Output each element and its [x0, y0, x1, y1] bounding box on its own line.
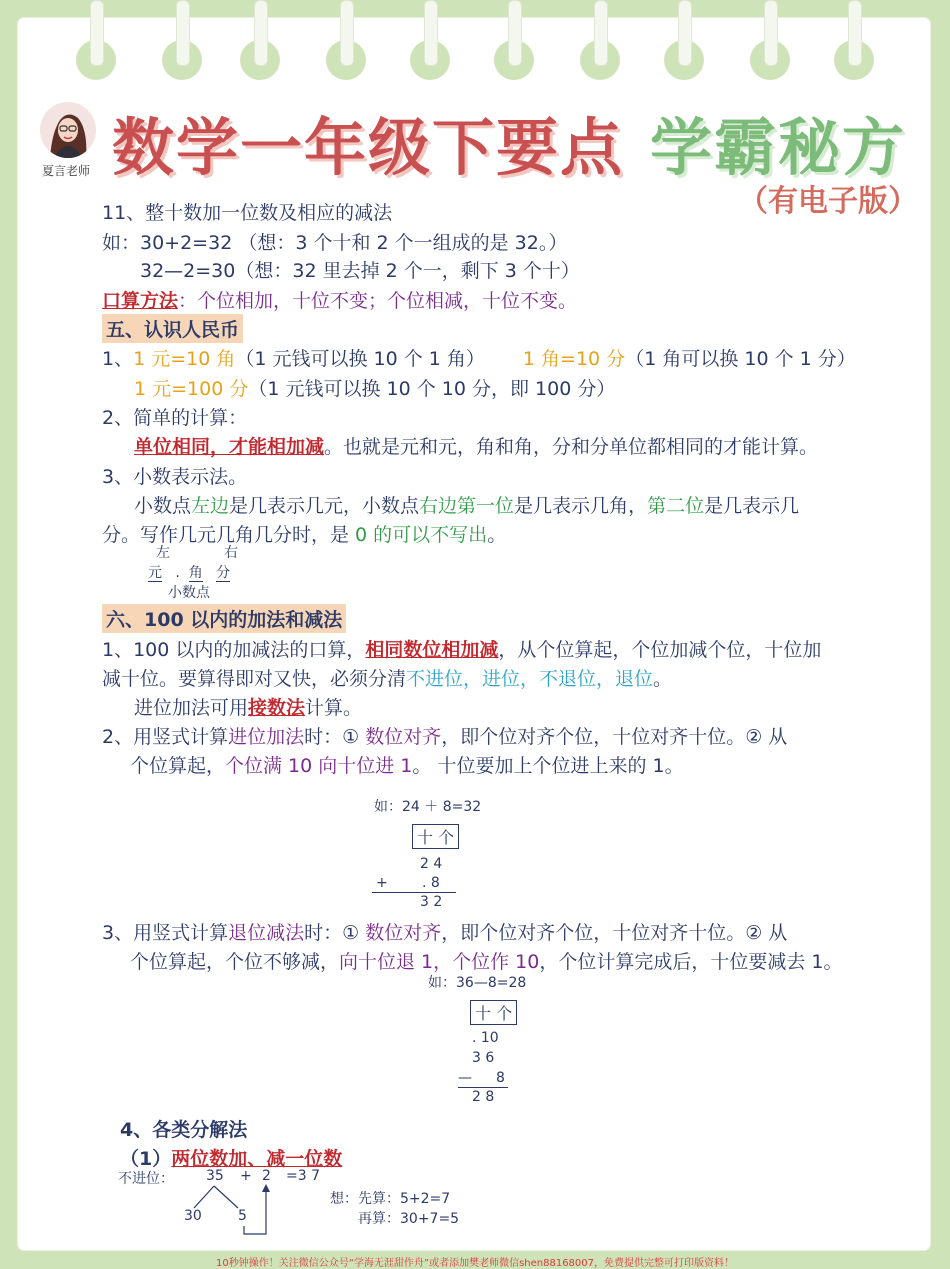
highlight: 向十位退 1，个位作 10: [339, 951, 540, 973]
text: ，即个位对齐个位，十位对齐十位。② 从: [441, 726, 788, 748]
s5-point-3: 3、小数表示法。: [102, 466, 248, 488]
method-text: ：个位相加，十位不变；个位相减，十位不变。: [178, 290, 578, 312]
text: 个位算起，: [130, 755, 226, 777]
highlight: 左边: [191, 495, 230, 517]
highlight: 数位对齐: [365, 922, 442, 944]
text: （1 角可以换 10 个 1 分）: [625, 348, 856, 370]
s11-example-2: 32—2=30（想：32 里去掉 2 个一，剩下 3 个十）: [140, 260, 580, 282]
s11-method: [102, 286, 577, 313]
text: 进位加法可用: [134, 697, 249, 719]
s5-point-1b: [134, 374, 615, 401]
expr-op: +: [240, 1168, 252, 1184]
s6-point-3b: [130, 947, 843, 974]
think-step-2: 再算：30+7=5: [358, 1211, 460, 1227]
point-number: 1、: [102, 348, 134, 370]
highlight: 数位对齐: [365, 726, 442, 748]
unit-dot: .: [175, 565, 180, 581]
avatar-illustration-icon: [40, 102, 96, 158]
s6-point-4: 4、各类分解法: [120, 1119, 248, 1141]
addition-row-1: 2 4: [420, 856, 443, 872]
s5-point-2-body: [134, 432, 818, 459]
s6-point-1c: [134, 693, 362, 720]
text: ，即个位对齐个位，十位对齐十位。② 从: [441, 922, 788, 944]
text: （1 元钱可以换 10 个 10 分，即 100 分）: [248, 378, 616, 400]
text: 减十位。要算得即对又快，必须分清: [102, 668, 407, 690]
diagram-decimal-point: 小数点: [168, 585, 210, 601]
highlight: 相同数位相加减: [365, 639, 499, 661]
highlight: 右边第一位: [419, 495, 515, 517]
highlight: 个位满 10 向十位进 1: [225, 755, 413, 777]
unit-fen: 分: [216, 565, 231, 581]
text: 。: [487, 524, 507, 546]
avatar-name: 夏言老师: [42, 164, 91, 178]
s6-point-1b: [102, 664, 672, 691]
addition-row-2: . 8: [422, 875, 440, 891]
s5-point-2: 2、简单的计算：: [102, 407, 248, 429]
text: 1、100 以内的加减法的口算，: [102, 639, 366, 661]
text: 。: [653, 668, 673, 690]
ring-bar: [508, 0, 522, 66]
diagram-units: [148, 562, 230, 582]
text: 。 十位要加上个位进上来的 1。: [412, 755, 684, 777]
s6-point-2: [102, 722, 787, 749]
teacher-avatar: [40, 102, 96, 158]
page-subtitle: 学霸秘方: [650, 111, 907, 184]
highlight: 单位相同，才能相加减: [134, 436, 325, 458]
text: ，从个位算起，个位加减个位，十位加: [498, 639, 822, 661]
text: 小数点: [134, 495, 192, 517]
page-title: 数学一年级下要点: [112, 111, 625, 184]
edition-label: （有电子版）: [738, 184, 918, 219]
subtraction-row-2: 8: [496, 1070, 505, 1086]
s5-point-1: [102, 344, 856, 371]
subtraction-rule: [458, 1087, 508, 1088]
footer-note: 10秒钟操作！关注微信公众号“学海无涯甜作舟”或者添加樊老师微信shen88168007，免费提供完整可打印版资料！: [215, 1258, 735, 1269]
s6-point-2b: [130, 751, 684, 778]
ring-bar: [424, 0, 438, 66]
highlight: 退位减法: [228, 922, 305, 944]
text: （1）: [120, 1148, 172, 1170]
unit-jiao: 角: [188, 565, 203, 581]
section-5-heading: 五、认识人民币: [102, 314, 243, 343]
highlight: 1 角=10 分: [522, 348, 626, 370]
ring-bar: [594, 0, 608, 66]
section-6-heading: 六、100 以内的加法和减法: [102, 604, 346, 633]
ring-bar: [254, 0, 268, 66]
highlight: 第二位: [647, 495, 705, 517]
addition-rule: [372, 892, 456, 893]
highlight: 接数法: [248, 697, 306, 719]
s6-point-1: [102, 635, 821, 662]
text: 时：①: [304, 922, 366, 944]
text: 计算。: [305, 697, 363, 719]
highlight: 1 元=10 角: [133, 348, 236, 370]
ring-bar: [764, 0, 778, 66]
highlight: 两位数加、减一位数: [171, 1148, 343, 1170]
text: 是几表示几元，小数点: [229, 495, 420, 517]
diagram-right: 右: [224, 545, 238, 561]
text: （1 元钱可以换 10 个 1 角）: [235, 348, 485, 370]
highlight: 进位加法: [228, 726, 305, 748]
addition-result: 3 2: [420, 894, 443, 910]
subtraction-borrow-row: . 10: [472, 1030, 499, 1046]
subtraction-operator: —: [458, 1070, 472, 1086]
think-step-1: 想：先算：5+2=7: [330, 1191, 451, 1207]
text: 分。写作几元几角几分时，是: [102, 524, 356, 546]
s6-point-3: [102, 918, 787, 945]
addition-place-header: 十 个: [412, 824, 459, 849]
ring-bar: [176, 0, 190, 66]
subtraction-row-1: 3 6: [472, 1050, 495, 1066]
split-ones: 5: [238, 1208, 247, 1224]
ring-bar: [340, 0, 354, 66]
text: 2、用竖式计算: [102, 726, 229, 748]
addition-operator: +: [376, 875, 388, 891]
addition-example: 如：24 ＋ 8=32: [374, 799, 482, 815]
s6-point-4-1: [120, 1144, 342, 1171]
expr-result: =3 7: [286, 1168, 320, 1184]
text: 是几表示几角，: [514, 495, 648, 517]
subtraction-result: 2 8: [472, 1089, 495, 1105]
subtraction-example: 如：36—8=28: [428, 975, 527, 991]
text: 。也就是元和元，角和角，分和分单位都相同的才能计算。: [324, 436, 819, 458]
subtraction-place-header: 十 个: [470, 1000, 517, 1025]
unit-yuan: 元: [148, 565, 162, 581]
split-tens: 30: [184, 1208, 202, 1224]
text: 时：①: [304, 726, 366, 748]
text: ，个位计算完成后，十位要减去 1。: [539, 951, 843, 973]
expr-b: 2: [262, 1168, 271, 1184]
no-carry-label: 不进位：: [118, 1171, 174, 1187]
s5-point-3-body: [134, 491, 799, 518]
s11-heading: 11、整十数加一位数及相应的减法: [102, 202, 393, 224]
text: 3、用竖式计算: [102, 922, 229, 944]
method-label: 口算方法: [102, 290, 179, 312]
highlight: 0 的可以不写出: [355, 524, 488, 546]
ring-bar: [678, 0, 692, 66]
s11-example-1: 如：30+2=32 （想：3 个十和 2 个一组成的是 32。）: [102, 232, 568, 254]
ring-bar: [90, 0, 104, 66]
text: 是几表示几: [704, 495, 800, 517]
highlight: 1 元=100 分: [134, 378, 249, 400]
ring-bar: [848, 0, 862, 66]
diagram-left: 左: [156, 545, 170, 561]
expr-a: 35: [206, 1168, 224, 1184]
text: 个位算起，个位不够减，: [130, 951, 340, 973]
highlight: 不进位，进位，不退位，退位: [406, 668, 654, 690]
